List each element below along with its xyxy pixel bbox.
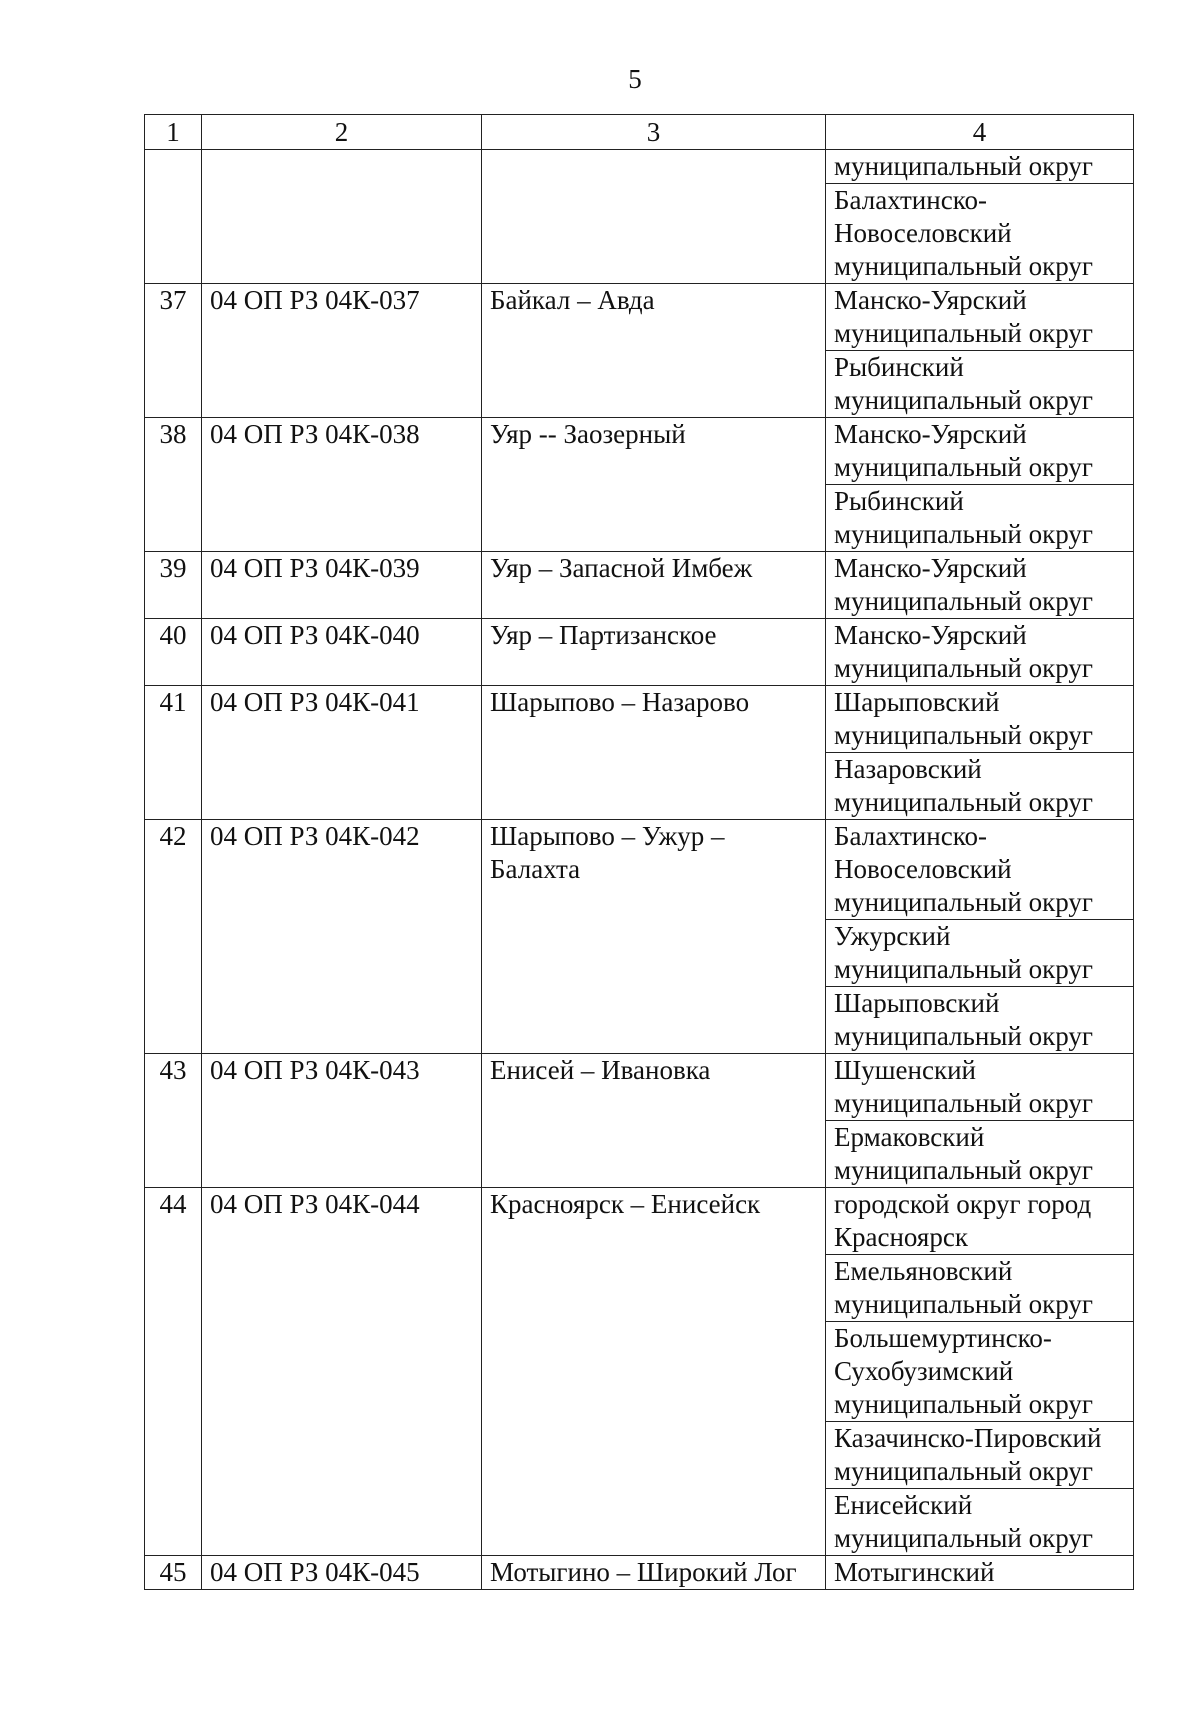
road-name <box>482 418 826 552</box>
road-name-text: Уяр – Партизанское <box>490 620 717 650</box>
district-list <box>826 686 1134 820</box>
row-number <box>145 820 202 1054</box>
row-number <box>145 1188 202 1556</box>
road-name-text: Байкал – Авда <box>490 285 655 315</box>
row-number-text: 42 <box>159 821 187 851</box>
road-name-text: Енисей – Ивановка <box>490 1055 711 1085</box>
district-name: Назаровский муниципальный округ <box>826 752 1133 819</box>
district-name: Манско-Уярский муниципальный округ <box>834 419 1093 482</box>
row-number <box>145 284 202 418</box>
district-name: Шарыповский муниципальный округ <box>834 687 1093 750</box>
road-code-text: 04 ОП РЗ 04К-044 <box>210 1189 420 1219</box>
district-name: муниципальный округ <box>834 151 1093 181</box>
district-list <box>826 418 1134 552</box>
road-code <box>202 150 482 284</box>
road-code-text: 04 ОП РЗ 04К-045 <box>210 1557 420 1587</box>
road-code <box>202 686 482 820</box>
road-name-text: Шарыпово – Ужур – Балахта <box>490 821 725 884</box>
district-name: Манско-Уярский муниципальный округ <box>834 553 1093 616</box>
table-row <box>145 820 1134 1054</box>
road-code <box>202 820 482 1054</box>
row-number-text: 43 <box>159 1055 187 1085</box>
road-name <box>482 1556 826 1590</box>
road-code-text: 04 ОП РЗ 04К-040 <box>210 620 420 650</box>
district-list <box>826 1556 1134 1590</box>
row-number-text: 40 <box>159 620 187 650</box>
district-name: Мотыгинский <box>834 1557 995 1587</box>
roads-table <box>144 114 1134 1590</box>
header-row <box>145 115 1134 150</box>
road-name <box>482 1188 826 1556</box>
row-number-text: 41 <box>159 687 187 717</box>
road-name <box>482 552 826 619</box>
road-code <box>202 284 482 418</box>
district-list <box>826 1054 1134 1188</box>
road-code <box>202 619 482 686</box>
table-row <box>145 150 1134 284</box>
road-code <box>202 552 482 619</box>
district-name: Манско-Уярский муниципальный округ <box>834 620 1093 683</box>
district-list <box>826 820 1134 1054</box>
road-code <box>202 1556 482 1590</box>
road-code-text: 04 ОП РЗ 04К-037 <box>210 285 420 315</box>
road-name <box>482 150 826 284</box>
road-code-text: 04 ОП РЗ 04К-042 <box>210 821 420 851</box>
road-code-text: 04 ОП РЗ 04К-043 <box>210 1055 420 1085</box>
row-number-text: 39 <box>159 553 187 583</box>
district-name: Рыбинский муниципальный округ <box>826 350 1133 417</box>
district-list <box>826 1188 1134 1556</box>
district-list <box>826 552 1134 619</box>
road-name <box>482 1054 826 1188</box>
table-row <box>145 686 1134 820</box>
road-name <box>482 284 826 418</box>
road-code-text: 04 ОП РЗ 04К-038 <box>210 419 420 449</box>
road-name-text: Шарыпово – Назарово <box>490 687 750 717</box>
table-row <box>145 284 1134 418</box>
table-row <box>145 552 1134 619</box>
district-name: Казачинско-Пировский муниципальный округ <box>826 1421 1133 1488</box>
row-number-text: 38 <box>159 419 187 449</box>
district-name: Большемуртинско- Сухобузимский муниципальный округ <box>826 1321 1133 1421</box>
district-name: Енисейский муниципальный округ <box>826 1488 1133 1555</box>
district-name: Емельяновский муниципальный округ <box>826 1254 1133 1321</box>
row-number <box>145 418 202 552</box>
row-number <box>145 1054 202 1188</box>
road-code-text: 04 ОП РЗ 04К-041 <box>210 687 420 717</box>
row-number-text: 44 <box>159 1189 187 1219</box>
road-name <box>482 820 826 1054</box>
district-name: городской округ город Красноярск <box>834 1189 1092 1252</box>
district-name: Манско-Уярский муниципальный округ <box>834 285 1093 348</box>
district-name: Рыбинский муниципальный округ <box>826 484 1133 551</box>
row-number-text: 45 <box>159 1557 187 1587</box>
header-col-4: 4 <box>826 115 1134 150</box>
road-name-text: Уяр – Запасной Имбеж <box>490 553 753 583</box>
district-name: Ужурский муниципальный округ <box>826 919 1133 986</box>
district-name: Балахтинско- Новоселовский муниципальный округ <box>826 183 1133 283</box>
page-number: 5 <box>628 64 642 94</box>
road-code <box>202 1188 482 1556</box>
road-code-text: 04 ОП РЗ 04К-039 <box>210 553 420 583</box>
district-list <box>826 619 1134 686</box>
road-code <box>202 1054 482 1188</box>
district-name: Балахтинско- Новоселовский муниципальный округ <box>834 821 1093 917</box>
table-row <box>145 1188 1134 1556</box>
road-name <box>482 686 826 820</box>
table-row <box>145 418 1134 552</box>
road-name-text: Мотыгино – Широкий Лог <box>490 1557 797 1587</box>
row-number <box>145 686 202 820</box>
road-name-text: Красноярск – Енисейск <box>490 1189 761 1219</box>
district-name: Шарыповский муниципальный округ <box>826 986 1133 1053</box>
header-col-2: 2 <box>202 115 482 150</box>
district-name: Шушенский муниципальный округ <box>834 1055 1093 1118</box>
header-col-3: 3 <box>482 115 826 150</box>
district-name: Ермаковский муниципальный округ <box>826 1120 1133 1187</box>
district-list <box>826 150 1134 284</box>
row-number <box>145 619 202 686</box>
table-row <box>145 1556 1134 1590</box>
row-number <box>145 1556 202 1590</box>
road-name-text: Уяр -- Заозерный <box>490 419 686 449</box>
row-number <box>145 552 202 619</box>
table-row <box>145 1054 1134 1188</box>
road-code <box>202 418 482 552</box>
road-name <box>482 619 826 686</box>
row-number-text: 37 <box>159 285 187 315</box>
table-body <box>145 150 1134 1590</box>
row-number <box>145 150 202 284</box>
district-list <box>826 284 1134 418</box>
header-col-1: 1 <box>145 115 202 150</box>
table-row <box>145 619 1134 686</box>
